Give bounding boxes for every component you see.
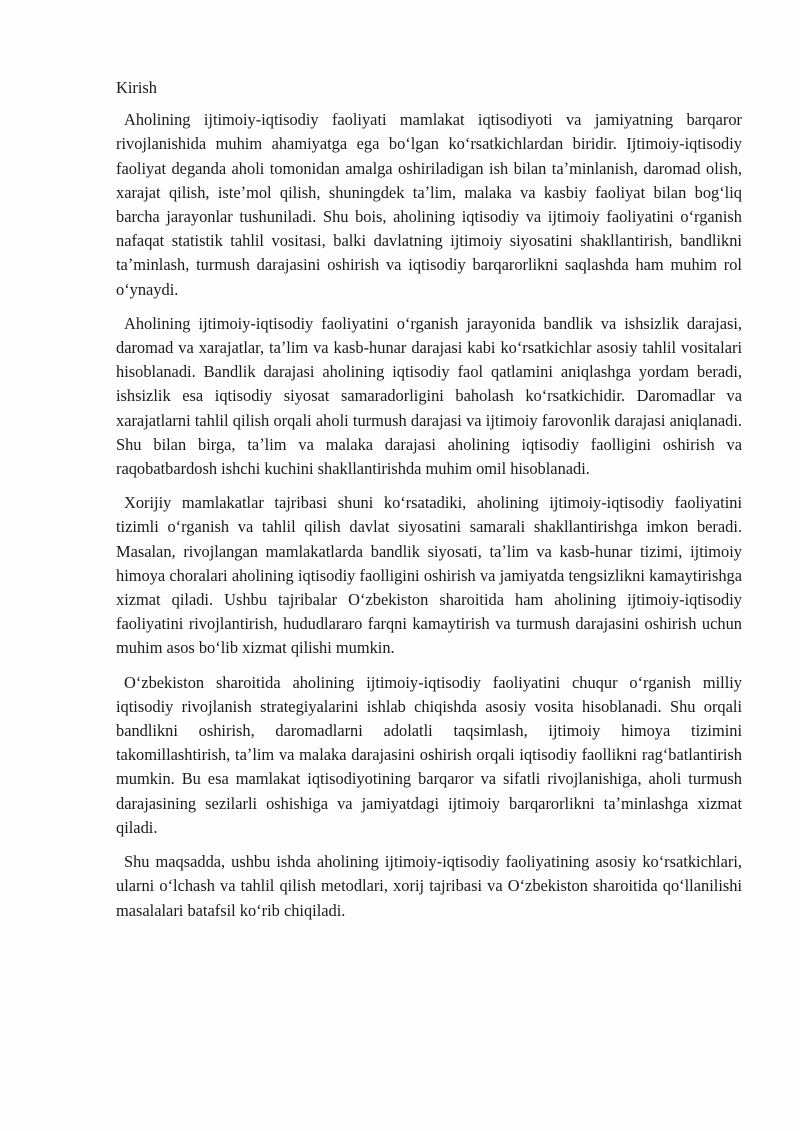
paragraph-1: Aholining ijtimoiy-iqtisodiy faoliyati mamlakat iqtisodiyoti va jamiyatning barqaror rivojlanishida muhim ahamiyatga ega boʻlgan koʻrsatkichlardan biridir. Ijtimoiy-iqtisodiy faoliyat deganda aholi tomonidan amalga oshiriladigan ish bilan taʼminlanish, daromad olish, xarajat qilish, isteʼmol qilish, shuningdek taʼlim, malaka va kasbiy faoliyat bilan bogʻliq barcha jarayonlar tushuniladi. Shu bois, aholining iqtisodiy va ijtimoiy faoliyatini oʻrganish nafaqat statistik tahlil vositasi, balki davlatning ijtimoiy siyosatini shakllantirish, bandlikni taʼminlash, turmush darajasini oshirish va iqtisodiy barqarorlikni saqlashda ham muhim rol oʻynaydi. [116,110,742,299]
paragraph-5: Shu maqsadda, ushbu ishda aholining ijtimoiy-iqtisodiy faoliyatining asosiy koʻrsatkichlari, ularni oʻlchash va tahlil qilish metodlari, xorij tajribasi va Oʻzbekiston sharoitida qoʻllanilishi masalalari batafsil koʻrib chiqiladi. [116,852,742,920]
document-body [116,76,742,933]
section-heading: Kirish [116,78,157,97]
paragraph-4: Oʻzbekiston sharoitida aholining ijtimoiy-iqtisodiy faoliyatini chuqur oʻrganish milliy iqtisodiy rivojlanish strategiyalarini ishlab chiqishda asosiy vosita hisoblanadi. Shu orqali bandlikni oshirish, daromadlarni adolatli taqsimlash, ijtimoiy himoya tizimini takomillashtirish, taʼlim va malaka darajasini oshirish orqali iqtisodiy faollikni ragʻbatlantirish mumkin. Bu esa mamlakat iqtisodiyotining barqaror va sifatli rivojlanishiga, aholi turmush darajasining sezilarli oshishiga va jamiyatdagi ijtimoiy barqarorlikni taʼminlashga xizmat qiladi. [116,672,742,837]
paragraph-3: Xorijiy mamlakatlar tajribasi shuni koʻrsatadiki, aholining ijtimoiy-iqtisodiy faoliyatini tizimli oʻrganish va tahlil qilish davlat siyosatini samarali shakllantirishga imkon beradi. Masalan, rivojlangan mamlakatlarda bandlik siyosati, taʼlim va kasb-hunar tizimi, ijtimoiy himoya choralari aholining iqtisodiy faolligini oshirish va jamiyatda tengsizlikni kamaytirishga xizmat qiladi. Ushbu tajribalar Oʻzbekiston sharoitida ham aholining ijtimoiy-iqtisodiy faoliyatini rivojlantirish, hududlararo farqni kamaytirish va turmush darajasini oshirish uchun muhim asos boʻlib xizmat qilishi mumkin. [116,493,742,658]
paragraph-2: Aholining ijtimoiy-iqtisodiy faoliyatini oʻrganish jarayonida bandlik va ishsizlik darajasi, daromad va xarajatlar, taʼlim va kasb-hunar darajasi kabi koʻrsatkichlar asosiy tahlil vositalari hisoblanadi. Bandlik darajasi aholining iqtisodiy faol qatlamini aniqlashga yordam beradi, ishsizlik esa iqtisodiy siyosat samaradorligini baholash koʻrsatkichidir. Daromadlar va xarajatlarni tahlil qilish orqali aholi turmush darajasi va ijtimoiy farovonlik darajasi aniqlanadi. Shu bilan birga, taʼlim va malaka darajasi aholining iqtisodiy faolligini oshirish va raqobatbardosh ishchi kuchini shakllantirishda muhim omil hisoblanadi. [116,313,742,479]
